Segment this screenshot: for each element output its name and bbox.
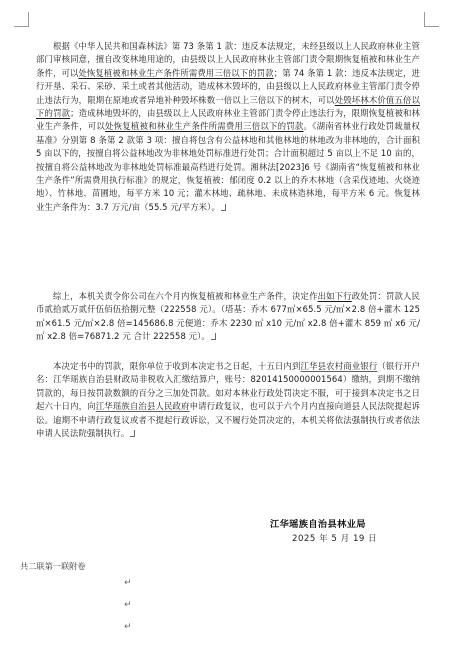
issuing-organization: 江华瑶族自治县林业局 [270, 519, 366, 530]
paragraph-mark-icon [211, 333, 216, 340]
text-run: ；造成林地毁坏的，由县级以上人民政府林业主管部门责令停止违法行为，限期恢复植被和林业生产条件，可以 [36, 108, 420, 132]
penalty-decision-paragraph [36, 290, 420, 344]
bank-name: 江华县农村商业银行 [300, 361, 378, 371]
copy-note: 共二联第一联附卷 [20, 561, 86, 571]
underlined-penalty-clause: 处毁坏林木价值五倍以下的罚款 [36, 94, 421, 119]
underlined-penalty-clause: 处恢复植被和林业生产条件所需费用三倍以下的罚款 [78, 67, 274, 78]
paragraph-mark-icon [221, 204, 226, 211]
reconsideration-authority: 江华瑶族自治县人民政府 [95, 401, 190, 412]
issue-date: 2025 年 5 月 19 日 [292, 534, 378, 544]
underlined-penalty-clause: 处恢复植被和林业生产条件所需费用三倍以下的罚款 [105, 121, 304, 132]
crop-mark-top-right [424, 12, 439, 27]
text-run: 申请行政复议，也可以于六个月内直接向道县人民法院提起诉讼。逾期不申请行政复议或者不提起行政诉讼，又不履行处罚决定的，本机关将依法强制执行或者依法申请人民法院强制执行。 [36, 401, 421, 439]
legal-basis-paragraph [36, 40, 420, 214]
text-run: ；第 74 条第 1 款：违反本法规定，进行开垦、采石、采砂、采土或者其他活动，造成林木毁坏的，由县级以上人民政府林业主管部门责令停止违法行为，限期在原地或者异地补种毁坏株数一倍以上三倍以下的树木，可以 [36, 67, 420, 105]
payment-instructions-paragraph [36, 360, 420, 440]
text-run: 本决定书中的罚款，限你单位于收到本决定书之日起，十五日内到 [53, 361, 301, 371]
paragraph-return-icon: ↵ [124, 600, 132, 610]
paragraph-return-icon: ↵ [124, 578, 132, 588]
text-run: （银行开户名：江华瑶族自治县财政局非税收入汇缴结算户，账号：82014150000001564）缴纳，到期不缴纳罚款的，每日按罚款数额的百分之三加处罚款。如对本林业行政处罚决定不服，可于接到本决定书之日起六十日内，向 [36, 361, 420, 412]
text-run: 综上，本机关责令你公司在六个月内恢复植被和林业生产条件，决定作 [53, 291, 318, 301]
text-run: 政处罚：罚款人民币贰拾贰万贰仟伍佰伍拾捌元整（222558 元）。（塔基：乔木 677㎡×65.5 元/㎡×2.8 倍+灌木 125 ㎡×61.5 元/㎡×2.8 倍=145686.8 元便道：乔木 2230 ㎡ x10 元/㎡ x2.8 倍+灌木 859 ㎡ x6 元/㎡ x2.8 倍=76871.2 元 合计 222558 元）。 [36, 291, 420, 342]
underlined-text: 出如下行 [317, 291, 352, 301]
paragraph-mark-icon [130, 430, 135, 437]
paragraph-return-icon: ↵ [124, 622, 132, 632]
text-run: 根据《中华人民共和国森林法》第 73 条第 1 款：违反本法规定，未经县级以上人民政府林业主管部门审核同意，擅自改变林地用途的，由县级以上人民政府林业主管部门责令限期恢复植被和林业生产条件，可以 [36, 41, 420, 78]
crop-mark-top-left [14, 12, 29, 27]
text-run: 。《湖南省林业行政处罚裁量权基准》分别第 8 条第 2 款第 3 项：擅自将包含有公益林地和其他林地的林地改为非林地的，合计面积 5 亩以下的，按擅自将公益林地改为非林地处罚标准进行处罚；合计面积超过 5 亩以上不足 10 亩的，按擅自将公益林地改为非林地处罚标准最高档进行处罚。湘林法[2023]6 号《湖南省“恢复植被和林业生产条件”所需费用执行标准》的规定，恢复植被：郁闭度 0.2 以上的乔木林地（含采伐迹地、火烧迹地）、竹林地、苗圃地，每平方米 10 元；灌木林地、疏林地、未成林造林地，每平方米 6 元。恢复林业生产条件为：3.7 万元/亩（55.5 元/平方米）。 [36, 121, 420, 212]
